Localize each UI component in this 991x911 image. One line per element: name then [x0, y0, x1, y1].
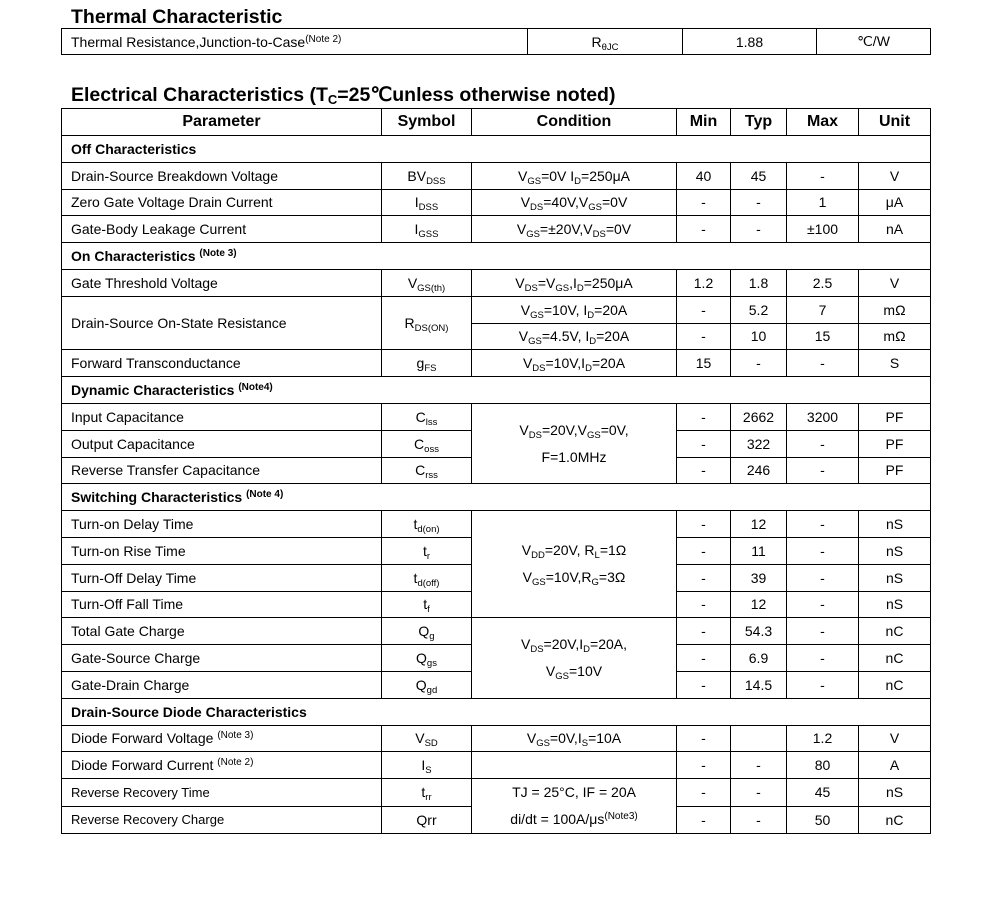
typ-cell: 2662	[731, 403, 787, 430]
max-cell: -	[787, 457, 859, 484]
min-cell: 15	[677, 350, 731, 377]
min-cell: -	[677, 457, 731, 484]
section-row-dynamic	[62, 377, 931, 404]
table-row	[62, 350, 931, 377]
condition-cell: $V_{DS}=40V,V_{GS}=0V$	[472, 189, 677, 216]
max-cell: 15	[787, 323, 859, 350]
min-cell: -	[677, 511, 731, 538]
typ-cell: 45	[731, 162, 787, 189]
typ-cell: -	[731, 779, 787, 807]
symbol-cell: $C_{lss}$	[382, 403, 472, 430]
min-cell: -	[677, 189, 731, 216]
min-cell: 40	[677, 162, 731, 189]
typ-cell: 6.9	[731, 645, 787, 672]
unit-cell: nS	[859, 779, 931, 807]
electrical-title: Electrical Characteristics ($T_C=25℃unless$ otherwise noted)	[71, 84, 616, 107]
min-cell: -	[677, 806, 731, 834]
max-cell: -	[787, 162, 859, 189]
param-cell: Gate Threshold Voltage	[62, 269, 382, 296]
max-cell: -	[787, 537, 859, 564]
unit-cell: PF	[859, 430, 931, 457]
typ-cell: -	[731, 216, 787, 243]
symbol-cell: $R_{DS(ON)}$	[382, 296, 472, 350]
param-cell: Gate-Body Leakage Current	[62, 216, 382, 243]
typ-cell: -	[731, 806, 787, 834]
symbol-cell: $C_{rss}$	[382, 457, 472, 484]
thermal-table	[61, 28, 931, 55]
typ-cell: 322	[731, 430, 787, 457]
unit-cell: V	[859, 269, 931, 296]
max-cell: 1.2	[787, 725, 859, 752]
table-row	[62, 752, 931, 779]
table-row	[62, 216, 931, 243]
symbol-cell: $Q_{gs}$	[382, 645, 472, 672]
section-row-diode	[62, 698, 931, 725]
col-header-unit: Unit	[859, 109, 931, 136]
max-cell: -	[787, 350, 859, 377]
thermal-parameter: Thermal Resistance,Junction-to-Case$^{(Note 2)}$	[62, 29, 528, 55]
param-cell: Gate-Drain Charge	[62, 671, 382, 698]
unit-cell: PF	[859, 403, 931, 430]
condition-cell	[472, 752, 677, 779]
section-title: Switching Characteristics $^{(Note 4)}$	[62, 484, 931, 511]
condition-cell: $V_{GS}=0V,I_S=10A$	[472, 725, 677, 752]
unit-cell: nC	[859, 671, 931, 698]
unit-cell: S	[859, 350, 931, 377]
thermal-symbol: $R_{\theta JC}$	[528, 29, 683, 55]
param-cell: Turn-Off Fall Time	[62, 591, 382, 618]
typ-cell: -	[731, 189, 787, 216]
param-cell: Forward Transconductance	[62, 350, 382, 377]
symbol-cell: $I_{DSS}$	[382, 189, 472, 216]
typ-cell: 5.2	[731, 296, 787, 323]
col-header-typ: Typ	[731, 109, 787, 136]
min-cell: -	[677, 537, 731, 564]
param-cell: Drain-Source Breakdown Voltage	[62, 162, 382, 189]
table-row	[62, 296, 931, 323]
table-row	[62, 779, 931, 807]
section-title: Dynamic Characteristics $^{(Note4)}$	[62, 377, 931, 404]
min-cell: -	[677, 752, 731, 779]
max-cell: -	[787, 671, 859, 698]
max-cell: 2.5	[787, 269, 859, 296]
max-cell: ±100	[787, 216, 859, 243]
param-cell: Turn-on Rise Time	[62, 537, 382, 564]
condition-cell: $V_{DD}=20V$, $R_L=1\Omega$ $V_{GS}=10V,R_G=3\Omega$	[472, 511, 677, 618]
condition-cell: $V_{DS}=10V,I_D=20A$	[472, 350, 677, 377]
typ-cell: 39	[731, 564, 787, 591]
symbol-cell: $I_S$	[382, 752, 472, 779]
max-cell: -	[787, 564, 859, 591]
thermal-value: 1.88	[683, 29, 817, 55]
max-cell: 7	[787, 296, 859, 323]
max-cell: -	[787, 511, 859, 538]
table-row	[62, 725, 931, 752]
max-cell: 1	[787, 189, 859, 216]
symbol-cell: $t_f$	[382, 591, 472, 618]
unit-cell: PF	[859, 457, 931, 484]
electrical-table	[61, 108, 931, 834]
typ-cell: 12	[731, 511, 787, 538]
col-header-parameter: Parameter	[62, 109, 382, 136]
table-row	[62, 189, 931, 216]
symbol-cell: $V_{SD}$	[382, 725, 472, 752]
min-cell: -	[677, 618, 731, 645]
col-header-min: Min	[677, 109, 731, 136]
min-cell: -	[677, 564, 731, 591]
max-cell: -	[787, 430, 859, 457]
typ-cell: 54.3	[731, 618, 787, 645]
typ-cell: 246	[731, 457, 787, 484]
condition-cell: $V_{DS}=V_{GS},I_D=250\mu A$	[472, 269, 677, 296]
max-cell: 80	[787, 752, 859, 779]
thermal-title: Thermal Characteristic	[71, 6, 283, 28]
param-cell: Turn-Off Delay Time	[62, 564, 382, 591]
condition-cell: $V_{GS}=4.5V$, $I_D=20A$	[472, 323, 677, 350]
col-header-condition: Condition	[472, 109, 677, 136]
max-cell: 3200	[787, 403, 859, 430]
typ-cell: -	[731, 752, 787, 779]
param-cell: Total Gate Charge	[62, 618, 382, 645]
table-row	[62, 269, 931, 296]
unit-cell: A	[859, 752, 931, 779]
unit-cell: nA	[859, 216, 931, 243]
condition-cell: $V_{DS}=20V,I_D=20A$, $V_{GS}=10V$	[472, 618, 677, 698]
max-cell: -	[787, 618, 859, 645]
symbol-cell: $C_{oss}$	[382, 430, 472, 457]
min-cell: -	[677, 403, 731, 430]
typ-cell: 1.8	[731, 269, 787, 296]
unit-cell: μA	[859, 189, 931, 216]
param-cell: Diode Forward Voltage $^{(Note 3)}$	[62, 725, 382, 752]
table-row	[62, 511, 931, 538]
max-cell: 45	[787, 779, 859, 807]
table-row	[62, 618, 931, 645]
symbol-cell: $Q_g$	[382, 618, 472, 645]
unit-cell: mΩ	[859, 296, 931, 323]
unit-cell: nS	[859, 564, 931, 591]
condition-cell: $V_{GS}=10V$, $I_D=20A$	[472, 296, 677, 323]
typ-cell: 10	[731, 323, 787, 350]
min-cell: 1.2	[677, 269, 731, 296]
section-row-on	[62, 243, 931, 270]
min-cell: -	[677, 779, 731, 807]
min-cell: -	[677, 725, 731, 752]
min-cell: -	[677, 323, 731, 350]
typ-cell: -	[731, 350, 787, 377]
param-cell: Gate-Source Charge	[62, 645, 382, 672]
header-row	[62, 109, 931, 136]
table-row	[62, 29, 931, 55]
symbol-cell: $t_r$	[382, 537, 472, 564]
unit-cell: V	[859, 725, 931, 752]
symbol-cell: $t_{d(on)}$	[382, 511, 472, 538]
section-title: Off Characteristics	[62, 136, 931, 163]
param-cell: Reverse Recovery Charge	[62, 806, 382, 834]
min-cell: -	[677, 645, 731, 672]
symbol-cell: $I_{GSS}$	[382, 216, 472, 243]
symbol-cell: Qrr	[382, 806, 472, 834]
col-header-symbol: Symbol	[382, 109, 472, 136]
param-cell: Reverse Transfer Capacitance	[62, 457, 382, 484]
unit-cell: nS	[859, 591, 931, 618]
section-title: Drain-Source Diode Characteristics	[62, 698, 931, 725]
symbol-cell: $V_{GS(th)}$	[382, 269, 472, 296]
symbol-cell: $Q_{gd}$	[382, 671, 472, 698]
unit-cell: mΩ	[859, 323, 931, 350]
typ-cell: 12	[731, 591, 787, 618]
param-cell: Reverse Recovery Time	[62, 779, 382, 807]
min-cell: -	[677, 296, 731, 323]
param-cell: Input Capacitance	[62, 403, 382, 430]
col-header-max: Max	[787, 109, 859, 136]
param-cell: Output Capacitance	[62, 430, 382, 457]
typ-cell: 11	[731, 537, 787, 564]
symbol-cell: $g_{FS}$	[382, 350, 472, 377]
max-cell: 50	[787, 806, 859, 834]
symbol-cell: $t_{rr}$	[382, 779, 472, 807]
typ-cell	[731, 725, 787, 752]
min-cell: -	[677, 430, 731, 457]
min-cell: -	[677, 671, 731, 698]
condition-cell: $V_{DS}=20V,V_{GS}=0V$, F=1.0MHz	[472, 403, 677, 483]
unit-cell: nC	[859, 806, 931, 834]
unit-cell: V	[859, 162, 931, 189]
symbol-cell: $t_{d(off)}$	[382, 564, 472, 591]
param-cell: Turn-on Delay Time	[62, 511, 382, 538]
condition-cell: $V_{GS}=\pm 20V,V_{DS}=0V$	[472, 216, 677, 243]
section-title: On Characteristics $^{(Note 3)}$	[62, 243, 931, 270]
unit-cell: nS	[859, 537, 931, 564]
max-cell: -	[787, 645, 859, 672]
table-row	[62, 162, 931, 189]
typ-cell: 14.5	[731, 671, 787, 698]
param-cell: Drain-Source On-State Resistance	[62, 296, 382, 350]
thermal-unit: ℃/W	[817, 29, 931, 55]
condition-cell: $V_{GS}=0V$ $I_D=250\mu A$	[472, 162, 677, 189]
min-cell: -	[677, 591, 731, 618]
unit-cell: nC	[859, 645, 931, 672]
table-row	[62, 403, 931, 430]
symbol-cell: $BV_{DSS}$	[382, 162, 472, 189]
section-row-off	[62, 136, 931, 163]
unit-cell: nS	[859, 511, 931, 538]
max-cell: -	[787, 591, 859, 618]
param-cell: Diode Forward Current $^{(Note 2)}$	[62, 752, 382, 779]
unit-cell: nC	[859, 618, 931, 645]
section-row-switching	[62, 484, 931, 511]
min-cell: -	[677, 216, 731, 243]
condition-cell: TJ = 25°C, IF = 20A di/dt = 100A/μs$^{(Note3)}$	[472, 779, 677, 834]
param-cell: Zero Gate Voltage Drain Current	[62, 189, 382, 216]
